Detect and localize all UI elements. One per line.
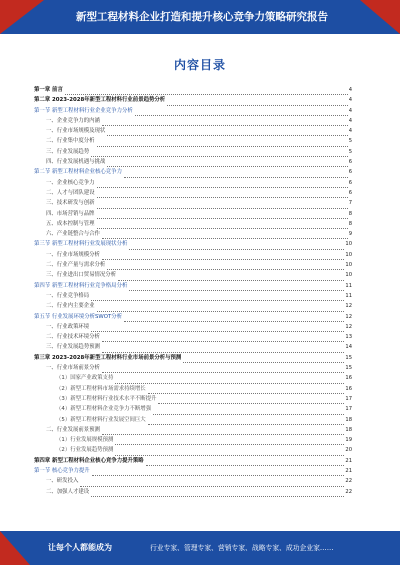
- toc-entry[interactable]: [34, 301, 352, 311]
- toc-entry-page: 6: [348, 179, 352, 186]
- toc-entry-title: 第五节 行业发展环境分析SWOT分析: [34, 313, 123, 320]
- toc-leader-dots: [107, 128, 347, 136]
- toc-entry-title: 四、行业发展机遇与挑战: [46, 159, 106, 166]
- toc-entry-page: 14: [345, 344, 352, 351]
- toc-entry[interactable]: [34, 198, 352, 208]
- toc-entry-page: 4: [348, 117, 352, 124]
- toc-entry[interactable]: [34, 476, 352, 486]
- toc-entry[interactable]: [34, 250, 352, 260]
- toc-entry-title: 三、行业进出口贸易情况分析: [46, 272, 117, 279]
- toc-leader-dots: [91, 293, 344, 301]
- toc-entry-page: 4: [348, 107, 352, 114]
- toc-leader-dots: [148, 386, 345, 394]
- toc-entry-page: 12: [345, 303, 352, 310]
- toc-entry-page: 18: [345, 416, 352, 423]
- footer-slogan: 让每个人都能成为: [48, 543, 112, 552]
- toc-entry[interactable]: [34, 260, 352, 270]
- toc-entry[interactable]: [34, 445, 352, 455]
- toc-leader-dots: [97, 211, 348, 219]
- toc-entry[interactable]: [34, 456, 352, 466]
- toc-leader-dots: [102, 334, 344, 342]
- toc-entry-title: 三、技术研发与创新: [46, 200, 95, 207]
- toc-entry-page: 5: [348, 138, 352, 145]
- toc-entry-page: 16: [345, 385, 352, 392]
- toc-entry-page: 4: [348, 87, 352, 93]
- toc-entry[interactable]: [34, 126, 352, 136]
- toc-entry-title: 第一节 核心竞争力提升: [34, 467, 90, 474]
- table-of-contents: [34, 85, 352, 497]
- toc-leader-dots: [183, 355, 344, 363]
- toc-entry-title: 一、研发投入: [46, 478, 79, 485]
- toc-leader-dots: [97, 190, 348, 198]
- toc-entry[interactable]: [34, 466, 352, 476]
- toc-entry-page: 11: [345, 282, 352, 289]
- toc-entry[interactable]: [34, 384, 352, 394]
- toc-leader-dots: [146, 458, 345, 466]
- toc-entry[interactable]: [34, 95, 352, 105]
- toc-leader-dots: [167, 98, 348, 106]
- toc-entry-page: 15: [345, 354, 352, 361]
- document-title: 新型工程材料企业打造和提升核心竞争力策略研究报告: [76, 11, 328, 23]
- toc-leader-dots: [97, 180, 348, 188]
- header-banner: [0, 0, 400, 34]
- toc-entry[interactable]: [34, 363, 352, 373]
- toc-leader-dots: [129, 242, 344, 250]
- toc-leader-dots: [92, 468, 345, 476]
- toc-entry[interactable]: [34, 136, 352, 146]
- toc-leader-dots: [135, 108, 348, 116]
- toc-entry-page: 8: [348, 210, 352, 217]
- toc-entry-title: （4）新型工程材料企业竞争力不断增强: [56, 406, 152, 413]
- toc-entry-title: （2）行业发展趋势预测: [56, 447, 114, 454]
- toc-entry-page: 22: [345, 488, 352, 495]
- toc-entry[interactable]: [34, 394, 352, 404]
- footer-banner: [0, 531, 400, 565]
- toc-leader-dots: [124, 314, 344, 322]
- toc-entry[interactable]: [34, 435, 352, 445]
- toc-entry-page: 10: [345, 272, 352, 279]
- toc-entry-page: 6: [348, 169, 352, 176]
- toc-entry-page: 22: [345, 478, 352, 485]
- toc-entry[interactable]: [34, 425, 352, 435]
- toc-entry-page: 16: [345, 375, 352, 382]
- toc-entry-page: 17: [345, 395, 352, 402]
- toc-leader-dots: [115, 448, 344, 456]
- toc-entry-title: 二、行业发展前景预测: [46, 426, 100, 433]
- toc-entry-page: 15: [345, 365, 352, 372]
- toc-entry-title: 一、行业市场规模及现状: [46, 128, 106, 135]
- toc-leader-dots: [107, 159, 347, 167]
- toc-entry[interactable]: [34, 373, 352, 383]
- toc-entry-title: 二、行业技术环境分析: [46, 334, 100, 341]
- toc-leader-dots: [91, 324, 344, 332]
- toc-entry-title: 第二章 2023-2028年新型工程材料行业前景趋势分析: [34, 97, 166, 104]
- toc-entry[interactable]: [34, 353, 352, 363]
- toc-entry[interactable]: [34, 178, 352, 188]
- toc-entry[interactable]: [34, 167, 352, 177]
- toc-entry-title: 第四节 新型工程材料行业竞争格局分析: [34, 282, 128, 289]
- toc-entry-page: 10: [345, 262, 352, 269]
- toc-leader-dots: [102, 118, 348, 126]
- toc-entry[interactable]: [34, 157, 352, 167]
- toc-entry[interactable]: [34, 239, 352, 249]
- toc-leader-dots: [102, 427, 344, 435]
- toc-leader-dots: [102, 365, 344, 373]
- toc-entry-title: 五、成本控制与管理: [46, 220, 95, 227]
- toc-entry-title: 一、行业竞争格局: [46, 292, 90, 299]
- toc-entry-page: 10: [345, 251, 352, 258]
- toc-entry-page: 18: [345, 426, 352, 433]
- toc-entry-page: 20: [345, 447, 352, 454]
- footer-tagline: 行业专家、管理专家、营销专家、战略专家、成功企业家……: [150, 544, 334, 552]
- toc-leader-dots: [80, 479, 344, 487]
- toc-entry-title: 第一章 前言: [34, 87, 63, 93]
- toc-entry[interactable]: [34, 415, 352, 425]
- toc-entry-title: 一、行业市场规模分析: [46, 251, 100, 258]
- footer-accent: [0, 531, 30, 565]
- toc-entry-title: （1）行业发展规模预测: [56, 437, 114, 444]
- toc-entry[interactable]: [34, 188, 352, 198]
- toc-leader-dots: [158, 396, 344, 404]
- toc-leader-dots: [65, 87, 348, 95]
- toc-entry[interactable]: [34, 332, 352, 342]
- toc-entry-page: 21: [345, 457, 352, 464]
- toc-leader-dots: [102, 345, 344, 353]
- toc-entry-title: 一、企业竞争力的内涵: [46, 117, 100, 124]
- toc-entry-page: 12: [345, 323, 352, 330]
- toc-entry-title: （5）新型工程材料行业发展空间巨大: [56, 416, 146, 423]
- toc-entry-title: 二、行业产量与需求分析: [46, 262, 106, 269]
- toc-leader-dots: [102, 252, 344, 260]
- toc-entry-title: 三、行业发展趋势: [46, 148, 90, 155]
- toc-entry-page: 7: [348, 200, 352, 207]
- toc-leader-dots: [91, 149, 348, 157]
- toc-leader-dots: [97, 201, 348, 209]
- toc-leader-dots: [107, 262, 344, 270]
- toc-entry-title: （1）国家产业政策支持: [56, 375, 114, 382]
- toc-leader-dots: [118, 273, 344, 281]
- toc-entry[interactable]: [34, 270, 352, 280]
- toc-leader-dots: [153, 407, 344, 415]
- toc-entry-page: 10: [345, 241, 352, 248]
- toc-entry-title: 二、人才与团队建设: [46, 189, 95, 196]
- toc-entry-page: 19: [345, 437, 352, 444]
- toc-entry-title: （3）新型工程材料行业技术水平不断提升: [56, 395, 157, 402]
- toc-entry[interactable]: [34, 209, 352, 219]
- toc-entry[interactable]: [34, 106, 352, 116]
- toc-entry-page: 8: [348, 220, 352, 227]
- toc-entry[interactable]: [34, 219, 352, 229]
- toc-leader-dots: [129, 283, 344, 291]
- toc-entry-page: 12: [345, 313, 352, 320]
- toc-entry-title: 三、行业发展趋势预测: [46, 344, 100, 351]
- toc-leader-dots: [97, 221, 348, 229]
- toc-leader-dots: [115, 437, 344, 445]
- toc-leader-dots: [97, 304, 345, 312]
- toc-leader-dots: [91, 489, 344, 497]
- toc-entry-page: 9: [348, 231, 352, 238]
- toc-entry[interactable]: [34, 281, 352, 291]
- header-left-accent: [0, 0, 44, 34]
- toc-entry-title: 一、企业核心竞争力: [46, 179, 95, 186]
- toc-entry[interactable]: [34, 147, 352, 157]
- toc-entry-page: 6: [348, 189, 352, 196]
- toc-leader-dots: [97, 139, 348, 147]
- toc-entry-title: 四、市场营销与品牌: [46, 210, 95, 217]
- toc-leader-dots: [124, 170, 348, 178]
- toc-entry-page: 21: [345, 467, 352, 474]
- toc-entry-title: 第四章 新型工程材料企业核心竞争力提升策略: [34, 457, 144, 464]
- toc-entry-title: 一、行业政策环境: [46, 323, 90, 330]
- toc-entry-page: 4: [348, 97, 352, 104]
- toc-entry[interactable]: [34, 229, 352, 239]
- toc-entry-page: 13: [345, 334, 352, 341]
- toc-entry[interactable]: [34, 312, 352, 322]
- toc-entry-title: 二、加强人才建设: [46, 488, 90, 495]
- toc-entry-title: 一、行业市场前景分析: [46, 365, 100, 372]
- toc-entry-title: 二、行业集中度分析: [46, 138, 95, 145]
- toc-entry-page: 17: [345, 406, 352, 413]
- toc-leader-dots: [148, 417, 345, 425]
- toc-entry[interactable]: [34, 487, 352, 497]
- toc-entry-page: 6: [348, 159, 352, 166]
- toc-entry-title: 第一节 新型工程材料行业企业竞争力分析: [34, 107, 133, 114]
- toc-entry-title: 第三章 2023-2028年新型工程材料行业市场前景分析与预测: [34, 354, 182, 361]
- toc-entry-page: 4: [348, 128, 352, 135]
- toc-entry[interactable]: [34, 322, 352, 332]
- toc-entry[interactable]: [34, 116, 352, 126]
- header-right-accent: [360, 0, 400, 34]
- toc-leader-dots: [115, 376, 344, 384]
- toc-entry-title: （2）新型工程材料市场需求持续增长: [56, 385, 146, 392]
- toc-entry-title: 第二节 新型工程材料企业核心竞争力: [34, 169, 122, 176]
- toc-leader-dots: [102, 231, 348, 239]
- toc-entry-title: 第三节 新型工程材料行业发展现状分析: [34, 241, 128, 248]
- toc-heading: 内容目录: [173, 58, 226, 72]
- toc-entry[interactable]: [34, 291, 352, 301]
- toc-entry-title: 六、产业链整合与合作: [46, 231, 100, 238]
- toc-entry-page: 5: [348, 148, 352, 155]
- toc-entry-page: 11: [345, 292, 352, 299]
- toc-entry[interactable]: [34, 85, 352, 95]
- toc-entry[interactable]: [34, 342, 352, 352]
- toc-entry-title: 二、行业内主要企业: [46, 303, 95, 310]
- toc-entry[interactable]: [34, 404, 352, 414]
